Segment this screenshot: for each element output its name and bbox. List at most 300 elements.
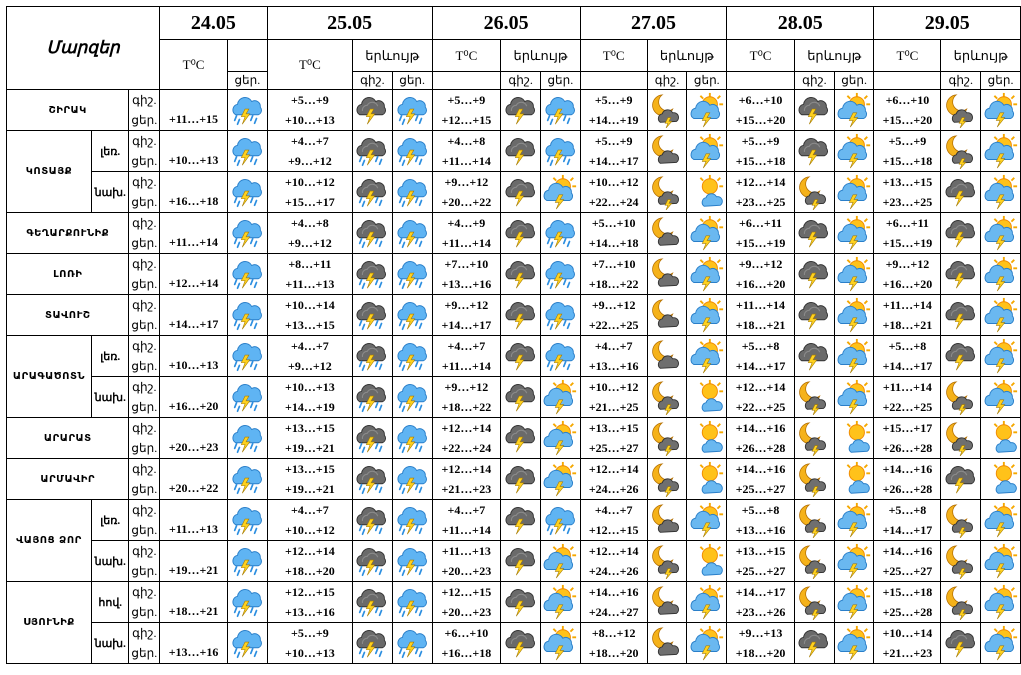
weather-icon [647, 172, 687, 213]
day-temp: +22…+24 [441, 441, 492, 455]
weather-icon [227, 377, 267, 418]
weather-icon [227, 459, 267, 500]
period-cell [129, 336, 160, 377]
temp-cell [727, 295, 795, 336]
date-header: 27.05 [580, 7, 726, 40]
day-label: ցեր. [131, 359, 158, 373]
night-label: գիշ. [132, 462, 157, 476]
day-temp: +19…+21 [285, 482, 335, 496]
weather-icon [981, 131, 1021, 172]
temp-cell [267, 90, 352, 131]
weather-icon [941, 541, 981, 582]
weather-icon [540, 459, 580, 500]
temp-cell [267, 172, 352, 213]
weather-icon [392, 459, 432, 500]
temp-cell: +14…+17 [160, 295, 228, 336]
weather-icon [227, 254, 267, 295]
temp-cell [727, 418, 795, 459]
weather-icon [647, 500, 687, 541]
temp-cell: +11…+14 [160, 213, 228, 254]
night-label: գիշ. [132, 421, 157, 435]
weather-icon [647, 213, 687, 254]
temp-cell: +11…+13 [160, 500, 228, 541]
night-label: գիշ. [132, 93, 157, 107]
weather-icon [227, 90, 267, 131]
day-label: ցեր. [131, 400, 158, 414]
temp-cell [874, 295, 941, 336]
temp-cell [727, 582, 795, 623]
day-temp: +22…+24 [588, 195, 639, 209]
weather-icon [687, 377, 727, 418]
day-temp: +18…+20 [735, 646, 786, 660]
temp-header: T⁰C [267, 40, 352, 90]
temp-cell [580, 500, 647, 541]
subregion-label: հով. [91, 582, 129, 623]
weather-icon [687, 213, 727, 254]
temp-cell [267, 213, 352, 254]
date-header: 26.05 [432, 7, 580, 40]
weather-icon [392, 295, 432, 336]
weather-icon [981, 295, 1021, 336]
period-cell [129, 254, 160, 295]
day-temp: +14…+19 [285, 400, 335, 414]
region-name: ԳԵՂԱՐՔՈՒՆԻՔ [7, 213, 129, 254]
subregion-label: լեռ. [91, 500, 129, 541]
night-temp: +6…+10 [738, 93, 783, 107]
day-label: ցեր. [131, 318, 158, 332]
weather-icon [353, 295, 393, 336]
temp-cell: +12…+14 [160, 254, 228, 295]
day-temp: +24…+26 [588, 482, 639, 496]
weather-icon [834, 131, 874, 172]
day-temp: +19…+21 [285, 441, 335, 455]
temp-cell [267, 459, 352, 500]
temp-cell [432, 254, 501, 295]
weather-icon [647, 582, 687, 623]
night-temp: +13…+15 [285, 462, 335, 476]
weather-icon [834, 254, 874, 295]
region-name: ՏԱՎՈՒՇ [7, 295, 129, 336]
weather-icon [540, 541, 580, 582]
day-temp: +11…+14 [441, 359, 491, 373]
weather-icon [687, 418, 727, 459]
region-name: ՇԻՐԱԿ [7, 90, 129, 131]
day-subheader: ցեր. [227, 72, 267, 90]
day-temp: +15…+19 [882, 236, 933, 250]
weather-icon [687, 336, 727, 377]
weather-icon [687, 500, 727, 541]
weather-icon [794, 459, 834, 500]
night-label: գիշ. [132, 380, 157, 394]
night-temp: +14…+16 [735, 462, 786, 476]
weather-icon [794, 582, 834, 623]
temp-cell [432, 377, 501, 418]
day-label: ցեր. [131, 277, 158, 291]
temp-cell [432, 500, 501, 541]
weather-icon [353, 172, 393, 213]
day-subheader: ցեր. [392, 72, 432, 90]
temp-cell: +16…+20 [160, 377, 228, 418]
night-temp: +6…+10 [444, 626, 489, 640]
night-temp: +4…+9 [447, 216, 486, 230]
temp-cell [874, 377, 941, 418]
temp-cell [580, 254, 647, 295]
day-temp: +25…+27 [588, 441, 639, 455]
night-temp: +4…+7 [594, 503, 633, 517]
day-temp: +16…+20 [735, 277, 786, 291]
day-temp: +14…+17 [441, 318, 492, 332]
phen-header-blank [227, 40, 267, 72]
weather-icon [540, 418, 580, 459]
weather-icon [687, 254, 727, 295]
day-temp: +10…+13 [285, 646, 335, 660]
night-label: գիշ. [132, 257, 157, 271]
weather-icon [834, 172, 874, 213]
night-temp: +12…+15 [285, 585, 335, 599]
temp-cell [727, 377, 795, 418]
period-cell [129, 623, 160, 664]
night-temp: +12…+14 [285, 544, 335, 558]
day-temp: +25…+27 [735, 482, 786, 496]
weather-icon [353, 459, 393, 500]
day-temp: +14…+17 [735, 359, 786, 373]
weather-icon [501, 336, 541, 377]
day-temp: +15…+19 [735, 236, 786, 250]
weather-icon [501, 623, 541, 664]
weather-icon [227, 418, 267, 459]
day-temp: +13…+16 [735, 523, 786, 537]
night-temp: +6…+10 [885, 93, 930, 107]
night-temp: +9…+12 [885, 257, 930, 271]
weather-icon [540, 172, 580, 213]
weather-icon [981, 336, 1021, 377]
day-temp: +20…+23 [441, 564, 492, 578]
temp-cell [267, 295, 352, 336]
night-label: գիշ. [132, 216, 157, 230]
temp-cell: +13…+16 [160, 623, 228, 664]
weather-icon [353, 336, 393, 377]
night-temp: +4…+8 [291, 216, 329, 230]
weather-icon [540, 582, 580, 623]
day-label: ցեր. [131, 482, 158, 496]
weather-icon [941, 582, 981, 623]
weather-icon [353, 377, 393, 418]
night-temp: +7…+10 [591, 257, 636, 271]
weather-icon [501, 131, 541, 172]
temp-cell [727, 623, 795, 664]
night-temp: +10…+14 [285, 298, 335, 312]
day-temp: +18…+21 [735, 318, 786, 332]
weather-icon [647, 623, 687, 664]
weather-icon [227, 213, 267, 254]
subregion-label: լեռ. [91, 131, 129, 172]
weather-icon [941, 377, 981, 418]
night-temp: +5…+8 [888, 503, 927, 517]
night-temp: +12…+14 [735, 380, 786, 394]
weather-icon [227, 541, 267, 582]
day-temp: +9…+12 [288, 236, 332, 250]
night-temp: +4…+7 [447, 339, 486, 353]
day-temp: +11…+14 [441, 236, 491, 250]
weather-icon [647, 459, 687, 500]
regions-title: Մարզեր [7, 7, 160, 90]
day-temp: +12…+15 [441, 113, 492, 127]
temp-subheader-blank [874, 72, 941, 90]
temp-cell [874, 500, 941, 541]
temp-cell [432, 582, 501, 623]
day-temp: +26…+28 [882, 482, 933, 496]
weather-icon [647, 131, 687, 172]
day-label: ցեր. [131, 564, 158, 578]
region-name: ԱՐՄԱՎԻՐ [7, 459, 129, 500]
night-subheader: գիշ. [941, 72, 981, 90]
weather-icon [353, 90, 393, 131]
temp-cell: +10…+13 [160, 131, 228, 172]
temp-cell [727, 254, 795, 295]
night-temp: +5…+9 [594, 93, 633, 107]
night-label: գիշ. [132, 626, 157, 640]
temp-cell [267, 541, 352, 582]
night-temp: +5…+8 [741, 503, 780, 517]
weather-icon [981, 172, 1021, 213]
temp-cell: +20…+23 [160, 418, 228, 459]
night-subheader: գիշ. [501, 72, 541, 90]
period-cell [129, 377, 160, 418]
temp-cell: +10…+13 [160, 336, 228, 377]
day-label: ցեր. [131, 113, 158, 127]
weather-icon [941, 500, 981, 541]
temp-cell [432, 90, 501, 131]
weather-icon [794, 623, 834, 664]
period-cell [129, 418, 160, 459]
temp-cell [580, 418, 647, 459]
temp-cell [874, 418, 941, 459]
day-temp: +15…+18 [882, 154, 933, 168]
weather-icon [353, 500, 393, 541]
subregion-label: նախ. [91, 623, 129, 664]
night-temp: +13…+15 [285, 421, 335, 435]
night-temp: +10…+12 [588, 380, 639, 394]
weather-icon [392, 336, 432, 377]
temp-cell [432, 623, 501, 664]
temp-cell [580, 90, 647, 131]
weather-icon [392, 377, 432, 418]
night-temp: +5…+8 [888, 339, 927, 353]
weather-icon [834, 377, 874, 418]
day-temp: +25…+27 [735, 564, 786, 578]
weather-icon [687, 582, 727, 623]
day-temp: +11…+14 [441, 154, 491, 168]
weather-icon [981, 418, 1021, 459]
weather-icon [647, 254, 687, 295]
temp-header: T⁰C [160, 40, 228, 90]
weather-icon [501, 254, 541, 295]
phen-header: երևույթ [647, 40, 727, 72]
region-name: ԼՈՌԻ [7, 254, 129, 295]
period-cell [129, 172, 160, 213]
weather-icon [687, 541, 727, 582]
night-temp: +12…+14 [735, 175, 786, 189]
weather-icon [540, 295, 580, 336]
weather-icon [981, 377, 1021, 418]
temp-cell [727, 500, 795, 541]
weather-icon [501, 90, 541, 131]
night-temp: +5…+9 [291, 93, 329, 107]
day-temp: +25…+28 [882, 605, 933, 619]
night-temp: +11…+14 [736, 298, 786, 312]
temp-cell [727, 213, 795, 254]
day-temp: +16…+20 [882, 277, 933, 291]
day-temp: +14…+18 [588, 236, 639, 250]
day-temp: +16…+18 [441, 646, 492, 660]
night-temp: +12…+14 [588, 462, 639, 476]
day-subheader: ցեր. [540, 72, 580, 90]
weather-icon [794, 90, 834, 131]
region-name: ՎԱՅՈՑ ՁՈՐ [7, 500, 92, 582]
weather-icon [834, 336, 874, 377]
weather-icon [981, 90, 1021, 131]
temp-cell [432, 131, 501, 172]
weather-icon [540, 377, 580, 418]
day-temp: +21…+25 [588, 400, 639, 414]
day-temp: +20…+23 [441, 605, 492, 619]
temp-cell [580, 582, 647, 623]
temp-subheader-blank [432, 72, 501, 90]
day-label: ցեր. [131, 646, 158, 660]
temp-cell [874, 90, 941, 131]
weather-icon [353, 623, 393, 664]
weather-icon [794, 172, 834, 213]
night-temp: +8…+11 [288, 257, 332, 271]
weather-icon [353, 418, 393, 459]
weather-icon [834, 213, 874, 254]
night-temp: +4…+7 [291, 134, 329, 148]
weather-icon [794, 418, 834, 459]
weather-icon [687, 172, 727, 213]
weather-icon [392, 131, 432, 172]
night-temp: +14…+16 [735, 421, 786, 435]
night-temp: +4…+7 [594, 339, 633, 353]
temp-subheader-blank [727, 72, 795, 90]
weather-icon [227, 623, 267, 664]
day-subheader: ցեր. [687, 72, 727, 90]
day-temp: +14…+19 [588, 113, 639, 127]
day-temp: +18…+21 [882, 318, 933, 332]
temp-cell [580, 336, 647, 377]
day-temp: +15…+20 [735, 113, 786, 127]
weather-icon [501, 541, 541, 582]
weather-icon [392, 500, 432, 541]
day-temp: +12…+15 [588, 523, 639, 537]
temp-header: T⁰C [580, 40, 647, 72]
temp-cell [432, 213, 501, 254]
night-temp: +5…+9 [594, 134, 633, 148]
weather-icon [794, 377, 834, 418]
night-temp: +11…+14 [882, 298, 932, 312]
temp-cell [432, 418, 501, 459]
weather-icon [941, 254, 981, 295]
temp-cell [432, 172, 501, 213]
night-temp: +15…+18 [882, 585, 933, 599]
weather-icon [981, 254, 1021, 295]
day-temp: +20…+22 [441, 195, 492, 209]
night-temp: +7…+10 [444, 257, 489, 271]
day-temp: +23…+26 [735, 605, 786, 619]
night-temp: +6…+11 [885, 216, 929, 230]
night-temp: +15…+17 [882, 421, 933, 435]
temp-header: T⁰C [874, 40, 941, 72]
day-temp: +24…+26 [588, 564, 639, 578]
temp-cell: +16…+18 [160, 172, 228, 213]
temp-cell [432, 459, 501, 500]
temp-cell [580, 541, 647, 582]
weather-icon [540, 254, 580, 295]
period-cell [129, 295, 160, 336]
night-temp: +12…+14 [441, 421, 492, 435]
weather-icon [392, 418, 432, 459]
weather-icon [794, 295, 834, 336]
weather-icon [540, 131, 580, 172]
weather-icon [392, 582, 432, 623]
phen-header: երևույթ [794, 40, 874, 72]
day-temp: +18…+22 [441, 400, 492, 414]
phen-header: երևույթ [353, 40, 433, 72]
phen-header: երևույթ [501, 40, 581, 72]
region-name: ՍՅՈՒՆԻՔ [7, 582, 92, 664]
day-temp: +15…+18 [735, 154, 786, 168]
day-temp: +9…+12 [288, 359, 332, 373]
weather-icon [941, 623, 981, 664]
temp-cell [580, 172, 647, 213]
weather-icon [941, 172, 981, 213]
night-temp: +6…+11 [739, 216, 783, 230]
night-temp: +14…+16 [588, 585, 639, 599]
subregion-label: նախ. [91, 172, 129, 213]
temp-cell [874, 213, 941, 254]
day-temp: +23…+25 [882, 195, 933, 209]
day-temp: +10…+12 [285, 523, 335, 537]
period-cell [129, 500, 160, 541]
temp-cell [432, 295, 501, 336]
night-temp: +5…+8 [741, 339, 780, 353]
temp-cell [580, 295, 647, 336]
weather-icon [834, 295, 874, 336]
weather-icon [227, 131, 267, 172]
night-label: գիշ. [132, 544, 157, 558]
weather-icon [941, 90, 981, 131]
period-cell [129, 213, 160, 254]
night-temp: +5…+9 [291, 626, 329, 640]
weather-icon [501, 418, 541, 459]
weather-icon [392, 172, 432, 213]
weather-icon [794, 213, 834, 254]
night-subheader: գիշ. [647, 72, 687, 90]
temp-cell [727, 541, 795, 582]
forecast-table [6, 6, 1021, 664]
night-temp: +13…+15 [735, 544, 786, 558]
day-temp: +14…+17 [588, 154, 639, 168]
temp-cell [727, 336, 795, 377]
temp-cell [580, 459, 647, 500]
night-label: գիշ. [132, 134, 157, 148]
night-label: գիշ. [132, 585, 157, 599]
weather-icon [941, 459, 981, 500]
weather-icon [501, 377, 541, 418]
temp-header: T⁰C [727, 40, 795, 72]
temp-cell [267, 377, 352, 418]
weather-icon [647, 90, 687, 131]
weather-icon [981, 213, 1021, 254]
